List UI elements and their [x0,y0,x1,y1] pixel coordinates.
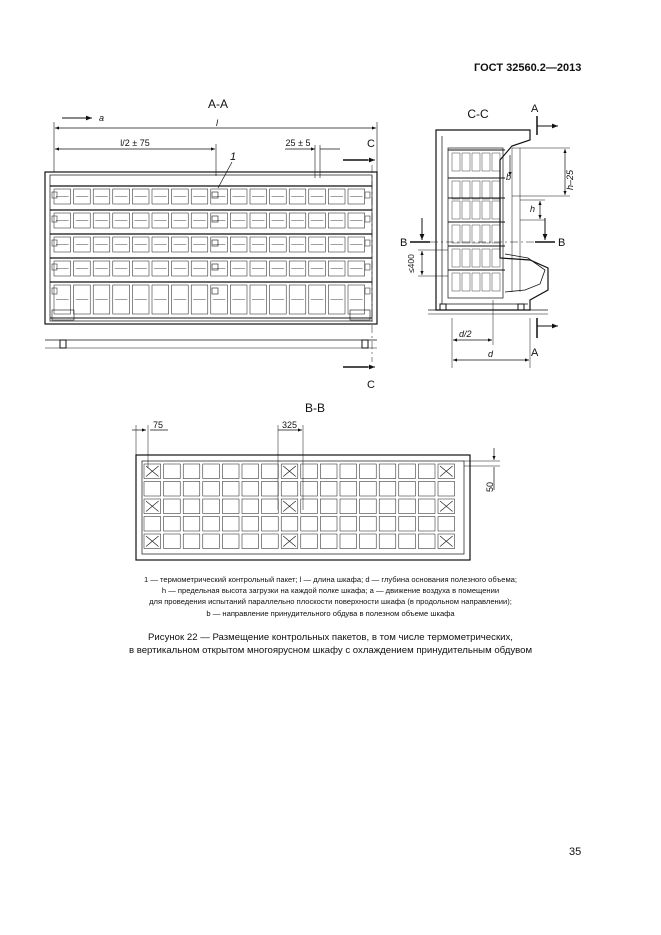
caption-line: Рисунок 22 — Размещение контрольных пакетов, в том числе термометрических, [148,632,513,643]
dim-50-label: 50 [485,481,495,492]
dim-d-label: d [488,349,494,359]
dim-325-label: 325 [282,420,298,430]
callout-1: 1 [230,151,237,163]
view-a-a [45,97,377,391]
dim-h-label: h [530,204,536,214]
mark-b-right: В [558,237,566,249]
dim-h25-label: h–25 [565,169,575,190]
dim-l2-label: l/2 ± 75 [120,138,150,148]
section-cc-label: С-С [467,107,489,121]
bb-packages [144,464,455,549]
dim-75-label: 75 [153,420,164,430]
legend-line: b — направление принудительного обдува в полезном объеме шкафа [206,608,455,618]
legend-line: для проведения испытаний параллельно плоскости поверхности шкафа (в продольном направлении); [149,597,512,607]
dim-25-label: 25 ± 5 [285,138,311,148]
figure-caption [0,631,661,657]
mark-a-bottom: А [531,347,539,359]
figure-legend [0,574,661,619]
dim-400-label: ≤400 [406,254,416,273]
dim-d2-label: d/2 [459,329,472,339]
mark-a-top: А [531,103,539,115]
page-number: 35 [569,846,582,858]
section-aa-label: А-А [207,97,229,111]
air-flow-label: a [99,113,105,123]
legend-line: 1 — термометрический контрольный пакет; l — длина шкафа; d — глубина основания полезного объема; [143,575,518,584]
shelves [50,186,372,318]
section-bb-label: В-В [304,401,326,415]
caption-line: в вертикальном открытом многоярусном шкафу с охлаждением принудительным обдувом [128,645,533,656]
view-c-c [400,103,575,368]
view-b-b [132,401,500,560]
mark-c-bottom: С [367,379,375,391]
cc-shelves [448,150,545,292]
dim-b-label: b [506,172,512,182]
mark-b-left: В [400,237,408,249]
mark-c-top: С [367,138,375,150]
standard-number: ГОСТ 32560.2—2013 [474,62,582,74]
legend-line: h — предельная высота загрузки на каждой полке шкафа; a — движение воздуха в помещении [161,586,500,596]
dim-l-label: l [216,118,218,128]
